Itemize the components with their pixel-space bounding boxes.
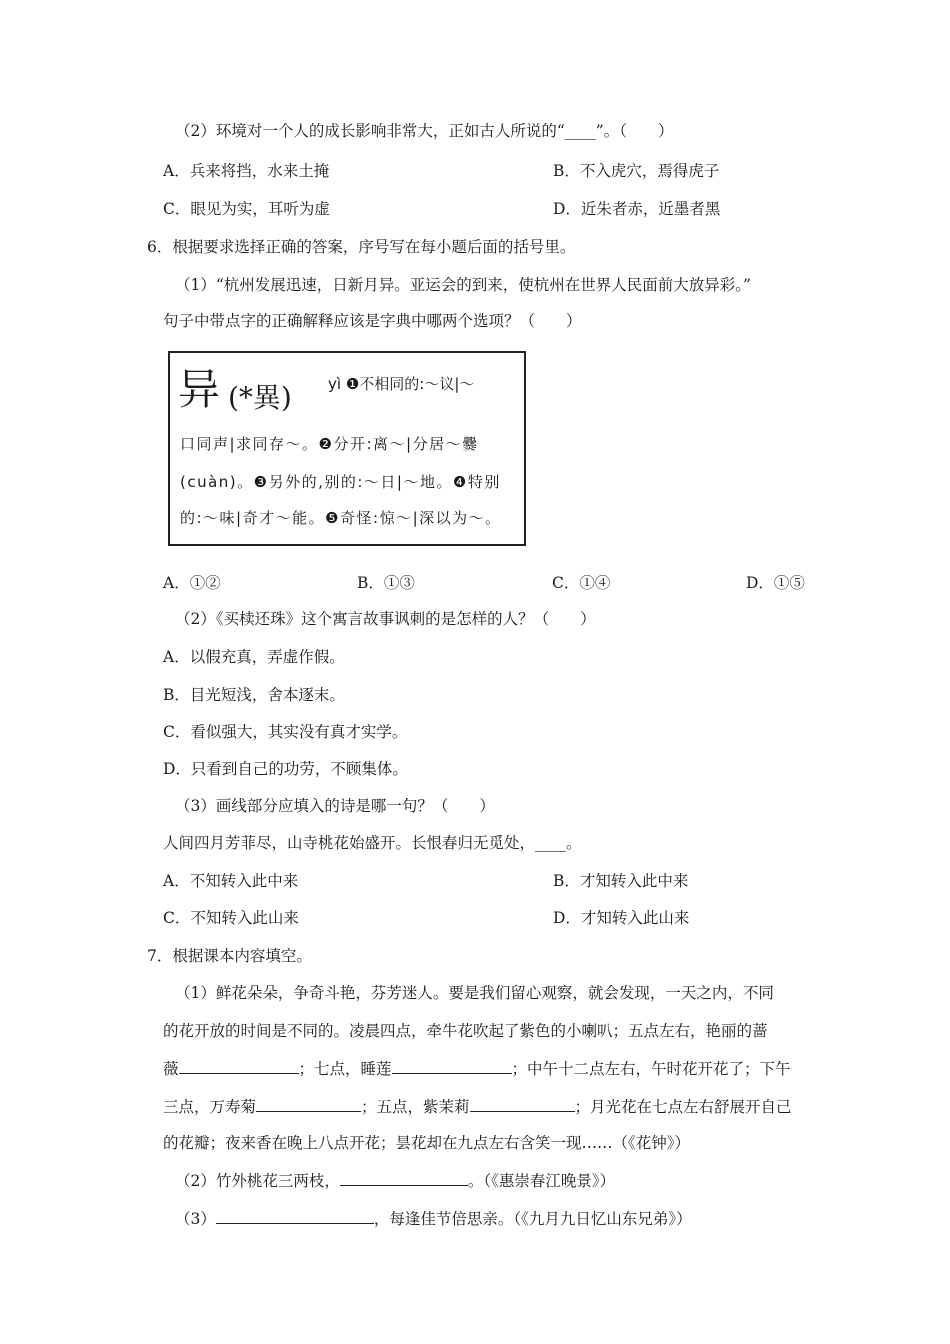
- q7-1-line3-text-c: ；中午十二点左右，午时花开花了；下午: [511, 1060, 791, 1078]
- dictionary-row-3: (cuàn)。❸另外的,别的:～日|～地。❹特别: [180, 473, 501, 491]
- q7-3-text-a: （3）: [175, 1210, 216, 1228]
- q7-1-line3: [163, 1057, 791, 1080]
- q5-2-stem: （2）环境对一个人的成长影响非常大，正如古人所说的“____”。（ ）: [175, 122, 674, 140]
- q5-2-option-b: B．不入虎穴，焉得虎子: [553, 162, 720, 180]
- q6-3-stem: （3）画线部分应填入的诗是哪一句？（ ）: [175, 797, 495, 815]
- q6-1-option-a: A．①②: [163, 574, 221, 592]
- q6-2-option-d: D．只看到自己的功劳，不顾集体。: [163, 760, 408, 778]
- dictionary-row-4: 的:～味|奇才～能。❺奇怪:惊～|深以为～。: [180, 509, 502, 527]
- blank-poem-line-2[interactable]: [340, 1169, 468, 1186]
- q5-2-option-d: D．近朱者赤，近墨者黑: [553, 200, 721, 218]
- q6-3-option-d: D．才知转入此山来: [553, 909, 690, 927]
- q7-3-line: [175, 1207, 692, 1230]
- q6-2-option-b: B．目光短浅，舍本逐末。: [163, 686, 345, 704]
- q6-1-line1: （1）“杭州发展迅速，日新月异。亚运会的到来，使杭州在世界人民面前大放异彩。”: [175, 276, 751, 294]
- q7-1-line5: 的花瓣；夜来香在晚上八点开花；昙花却在九点左右含笑一现……（《花钟》）: [163, 1134, 691, 1152]
- q7-1-line1: （1）鲜花朵朵，争奇斗艳，芬芳迷人。要是我们留心观察，就会发现，一天之内，不同: [175, 984, 774, 1002]
- q6-3-option-b: B．才知转入此中来: [553, 872, 689, 890]
- q6-3-option-a: A．不知转入此中来: [163, 872, 299, 890]
- q7-1-line4-text-a: 三点，万寿菊: [163, 1098, 257, 1116]
- q6-title: 6．根据要求选择正确的答案，序号写在每小题后面的括号里。: [147, 238, 576, 256]
- blank-water-lily[interactable]: [392, 1057, 512, 1074]
- q7-1-line3-text-a: 薇: [163, 1060, 179, 1078]
- q6-3-poem: 人间四月芳菲尽，山寺桃花始盛开。长恨春归无觅处，____。: [163, 834, 582, 852]
- q7-1-line4-text-b: ；五点，紫茉莉: [361, 1098, 470, 1116]
- blank-poem-line-3[interactable]: [216, 1207, 374, 1224]
- q6-2-stem: （2）《买椟还珠》这个寓言故事讽刺的是怎样的人？（ ）: [175, 610, 596, 628]
- q7-1-line2: 的花开放的时间是不同的。凌晨四点，牵牛花吹起了紫色的小喇叭；五点左右，艳丽的蔷: [163, 1022, 768, 1040]
- q7-1-line4: [163, 1095, 792, 1118]
- q5-2-option-a: A．兵来将挡，水来土掩: [163, 162, 330, 180]
- q6-2-option-c: C．看似强大，其实没有真才实学。: [163, 723, 408, 741]
- q7-1-line4-text-c: ；月光花在七点左右舒展开自己: [574, 1098, 792, 1116]
- blank-rose[interactable]: [179, 1057, 299, 1074]
- q6-3-option-c: C．不知转入此山来: [163, 909, 299, 927]
- q6-1-option-d: D．①⑤: [746, 574, 805, 592]
- dictionary-row-1: yì ❶不相同的:～议|～: [328, 375, 475, 393]
- q5-2-option-c: C．眼见为实，耳听为虚: [163, 200, 330, 218]
- q7-3-text-b: ，每逢佳节倍思亲。（《九月九日忆山东兄弟》）: [373, 1210, 692, 1228]
- q6-2-option-a: A．以假充真，弄虚作假。: [163, 648, 345, 666]
- dictionary-variant: (*異): [228, 381, 292, 414]
- dictionary-headword: 异: [178, 365, 221, 414]
- q6-1-line2: 句子中带点字的正确解释应该是字典中哪两个选项？（ ）: [163, 312, 582, 330]
- blank-marigold[interactable]: [256, 1095, 361, 1112]
- q7-1-line3-text-b: ；七点，睡莲: [298, 1060, 392, 1078]
- q7-2-text-b: 。（《惠崇春江晚景》）: [467, 1172, 616, 1190]
- q6-1-option-b: B．①③: [357, 574, 415, 592]
- q7-2-line: [175, 1169, 615, 1192]
- blank-four-oclock[interactable]: [470, 1095, 575, 1112]
- q7-title: 7．根据课本内容填空。: [147, 947, 312, 965]
- dictionary-row-2: 口同声|求同存～。❷分开:离～|分居～爨: [180, 435, 479, 453]
- q7-2-text-a: （2）竹外桃花三两枝，: [175, 1172, 340, 1190]
- q6-1-option-c: C．①④: [552, 574, 611, 592]
- dictionary-entry-box: [168, 351, 526, 546]
